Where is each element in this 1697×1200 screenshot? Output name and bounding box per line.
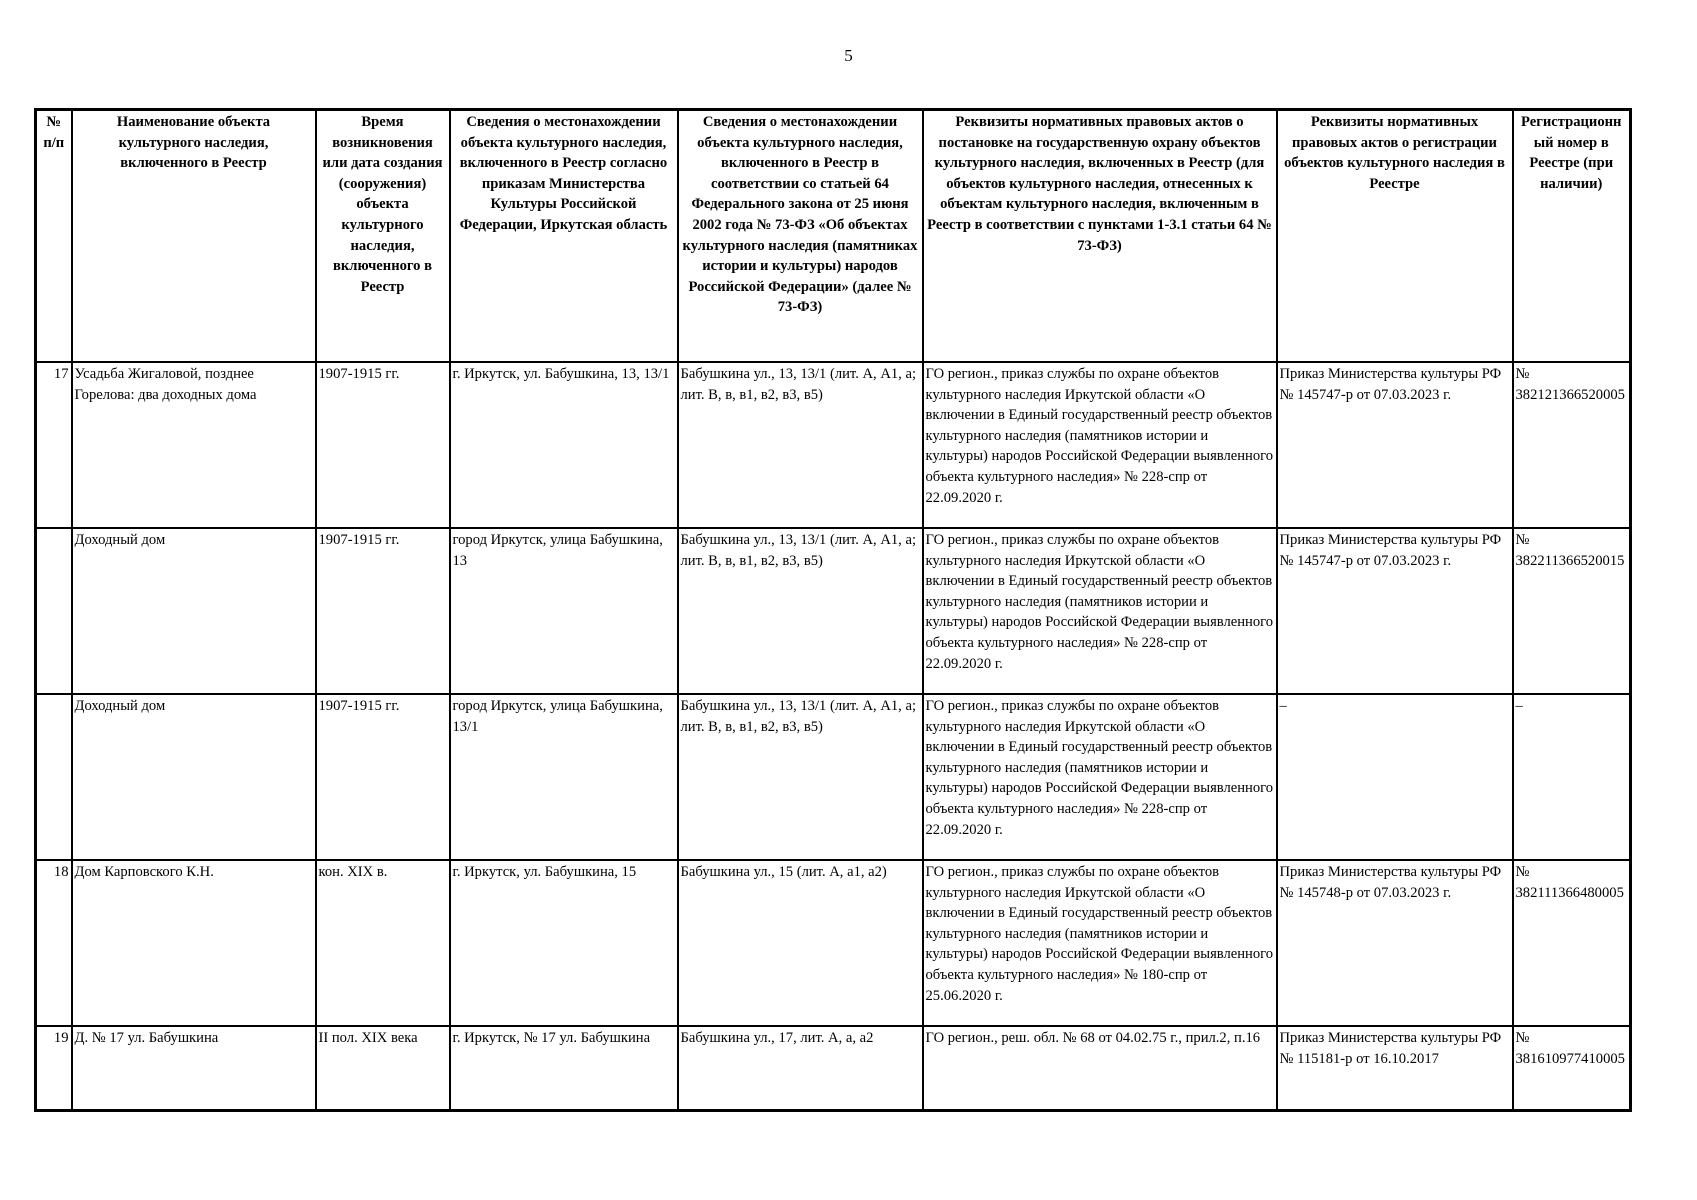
location-order: г. Иркутск, ул. Бабушкина, 13, 13/1 bbox=[450, 362, 678, 528]
location-order: город Иркутск, улица Бабушкина, 13/1 bbox=[450, 694, 678, 860]
table-row bbox=[36, 528, 1631, 694]
creation-date: II пол. XIX века bbox=[316, 1026, 450, 1111]
protection-act: ГО регион., приказ службы по охране объектов культурного наследия Иркутской области «О включении в Единый государственный реестр объектов культурного наследия (памятников истории и культуры) народов Российской Федерации выявленного объекта культурного наследия» № 228-спр от 22.09.2020 г. bbox=[923, 694, 1277, 860]
page-number: 5 bbox=[844, 46, 853, 65]
registration-act: Приказ Министерства культуры РФ № 145748-р от 07.03.2023 г. bbox=[1277, 860, 1513, 1026]
location-law: Бабушкина ул., 15 (лит. А, а1, а2) bbox=[678, 860, 923, 1026]
row-number bbox=[36, 694, 72, 860]
creation-date: 1907-1915 гг. bbox=[316, 694, 450, 860]
registration-act: – bbox=[1277, 694, 1513, 860]
table-header-row bbox=[36, 110, 1631, 363]
row-number: 19 bbox=[36, 1026, 72, 1111]
creation-date: 1907-1915 гг. bbox=[316, 528, 450, 694]
location-law: Бабушкина ул., 13, 13/1 (лит. А, А1, а; лит. В, в, в1, в2, в3, в5) bbox=[678, 694, 923, 860]
object-name: Дом Карповского К.Н. bbox=[72, 860, 316, 1026]
registration-act: Приказ Министерства культуры РФ № 145747-р от 07.03.2023 г. bbox=[1277, 528, 1513, 694]
protection-act: ГО регион., реш. обл. № 68 от 04.02.75 г., прил.2, п.16 bbox=[923, 1026, 1277, 1111]
heritage-registry-table bbox=[34, 108, 1632, 1112]
registration-number: № 382211366520015 bbox=[1513, 528, 1631, 694]
table-row bbox=[36, 1026, 1631, 1111]
location-order: г. Иркутск, ул. Бабушкина, 15 bbox=[450, 860, 678, 1026]
location-order: город Иркутск, улица Бабушкина, 13 bbox=[450, 528, 678, 694]
header-object-name: Наименование объекта культурного наследия, включенного в Реестр bbox=[72, 110, 316, 363]
location-law: Бабушкина ул., 13, 13/1 (лит. А, А1, а; лит. В, в, в1, в2, в3, в5) bbox=[678, 528, 923, 694]
registration-act: Приказ Министерства культуры РФ № 145747-р от 07.03.2023 г. bbox=[1277, 362, 1513, 528]
table-row bbox=[36, 860, 1631, 1026]
object-name: Доходный дом bbox=[72, 694, 316, 860]
row-number bbox=[36, 528, 72, 694]
creation-date: 1907-1915 гг. bbox=[316, 362, 450, 528]
location-law: Бабушкина ул., 17, лит. А, а, а2 bbox=[678, 1026, 923, 1111]
location-law: Бабушкина ул., 13, 13/1 (лит. А, А1, а; лит. В, в, в1, в2, в3, в5) bbox=[678, 362, 923, 528]
header-registration-number: Регистрационный номер в Реестре (при наличии) bbox=[1513, 110, 1631, 363]
row-number: 18 bbox=[36, 860, 72, 1026]
header-registration-acts: Реквизиты нормативных правовых актов о регистрации объектов культурного наследия в Реестре bbox=[1277, 110, 1513, 363]
header-location-order: Сведения о местонахождении объекта культурного наследия, включенного в Реестр согласно приказам Министерства Культуры Российской Федерации, Иркутская область bbox=[450, 110, 678, 363]
header-location-law: Сведения о местонахождении объекта культурного наследия, включенного в Реестр в соответствии со статьей 64 Федерального закона от 25 июня 2002 года № 73-ФЗ «Об объектах культурного наследия (памятниках истории и культуры) народов Российской Федерации» (далее № 73-ФЗ) bbox=[678, 110, 923, 363]
object-name: Доходный дом bbox=[72, 528, 316, 694]
registration-number: – bbox=[1513, 694, 1631, 860]
row-number: 17 bbox=[36, 362, 72, 528]
registration-number: № 382111366480005 bbox=[1513, 860, 1631, 1026]
header-protection-acts: Реквизиты нормативных правовых актов о постановке на государственную охрану объектов культурного наследия, включенных в Реестр (для объектов культурного наследия, отнесенных к объектам культурного наследия, включенным в Реестр в соответствии с пунктами 1-3.1 статьи 64 № 73-ФЗ) bbox=[923, 110, 1277, 363]
object-name: Усадьба Жигаловой, позднее Горелова: два доходных дома bbox=[72, 362, 316, 528]
object-name: Д. № 17 ул. Бабушкина bbox=[72, 1026, 316, 1111]
header-creation-date: Время возникновения или дата создания (сооружения) объекта культурного наследия, включенного в Реестр bbox=[316, 110, 450, 363]
table-row bbox=[36, 362, 1631, 528]
registration-number: № 382121366520005 bbox=[1513, 362, 1631, 528]
creation-date: кон. XIX в. bbox=[316, 860, 450, 1026]
header-number: № п/п bbox=[36, 110, 72, 363]
location-order: г. Иркутск, № 17 ул. Бабушкина bbox=[450, 1026, 678, 1111]
table-row bbox=[36, 694, 1631, 860]
protection-act: ГО регион., приказ службы по охране объектов культурного наследия Иркутской области «О включении в Единый государственный реестр объектов культурного наследия (памятников истории и культуры) народов Российской Федерации выявленного объекта культурного наследия» № 228-спр от 22.09.2020 г. bbox=[923, 528, 1277, 694]
protection-act: ГО регион., приказ службы по охране объектов культурного наследия Иркутской области «О включении в Единый государственный реестр объектов культурного наследия (памятников истории и культуры) народов Российской Федерации выявленного объекта культурного наследия» № 180-спр от 25.06.2020 г. bbox=[923, 860, 1277, 1026]
registration-act: Приказ Министерства культуры РФ № 115181-р от 16.10.2017 bbox=[1277, 1026, 1513, 1111]
protection-act: ГО регион., приказ службы по охране объектов культурного наследия Иркутской области «О включении в Единый государственный реестр объектов культурного наследия (памятников истории и культуры) народов Российской Федерации выявленного объекта культурного наследия» № 228-спр от 22.09.2020 г. bbox=[923, 362, 1277, 528]
registration-number: № 381610977410005 bbox=[1513, 1026, 1631, 1111]
